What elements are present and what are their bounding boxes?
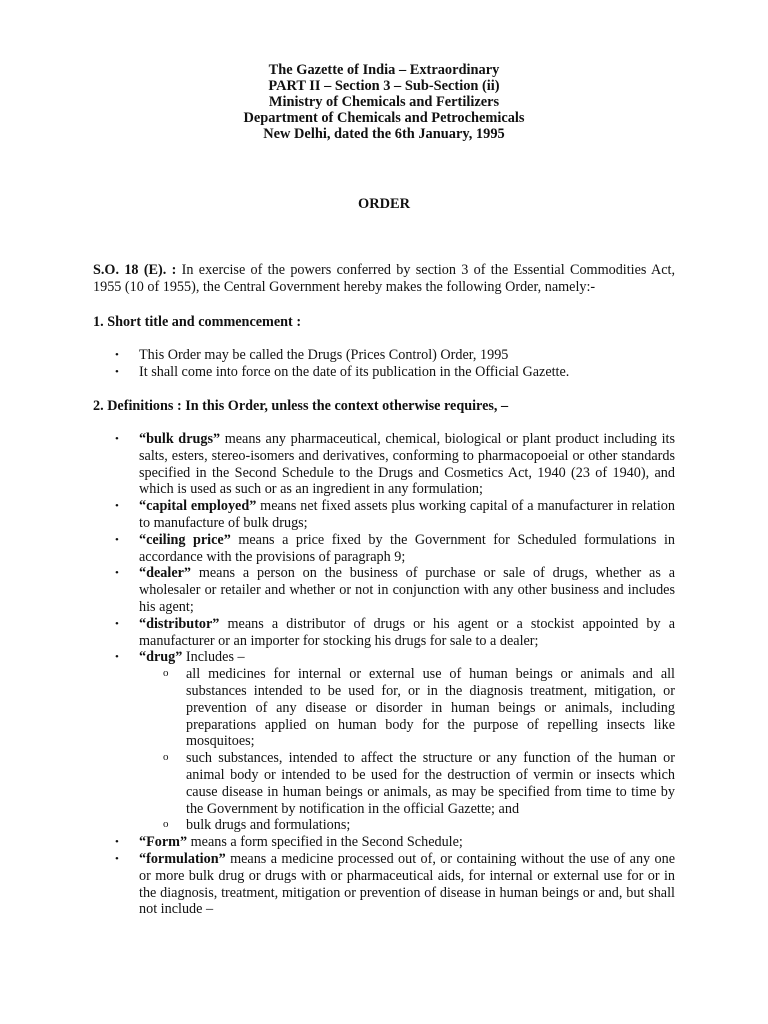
definition-text: Includes –	[182, 649, 245, 666]
sub-list-item	[93, 750, 675, 817]
header-line-department: Department of Chemicals and Petrochemicals	[243, 110, 525, 126]
drug-sublist	[93, 666, 675, 834]
section-2-heading: 2. Definitions : In this Order, unless the context otherwise requires, –	[93, 398, 509, 414]
definition-text: means a medicine processed out of, or containing without the use of any one or more bulk drug or drugs with or pharmaceutical aids, for internal or external use for or in the diagnosis, treatment, mitigation or prevention of disease in human beings or and, but shall not include –	[139, 850, 675, 918]
bullet-icon: •	[115, 500, 119, 513]
definition-item	[93, 649, 675, 666]
definition-item	[93, 565, 675, 615]
sub-list-item	[93, 817, 675, 834]
definition-term: “ceiling price”	[139, 531, 231, 548]
list-item-text: It shall come into force on the date of its publication in the Official Gazette.	[139, 363, 570, 380]
definition-item	[93, 834, 675, 851]
header-line-ministry: Ministry of Chemicals and Fertilizers	[268, 94, 500, 110]
list-item-text: This Order may be called the Drugs (Prices Control) Order, 1995	[139, 347, 509, 363]
sub-list-item-text: all medicines for internal or external use of human beings or animals and all substances intended to be used for, or in the diagnosis treatment, mitigation, or prevention of any disease or disorder in human beings or animals, including preparations applied on human body for the purpose of repelling insects like mosquitoes;	[186, 666, 675, 750]
section-1-list	[93, 347, 675, 381]
gazette-header	[0, 62, 768, 142]
definition-term: “formulation”	[139, 850, 226, 867]
bullet-icon: •	[115, 433, 119, 445]
definition-text: means a distributor of drugs or his agent or a stockist appointed by a manufacturer or an importer for stocking his drugs for sale to a dealer;	[139, 615, 675, 649]
circle-bullet-icon: o	[163, 818, 169, 831]
definition-item	[93, 616, 675, 650]
definition-term: “distributor”	[139, 615, 220, 632]
list-item	[93, 364, 675, 381]
definition-item	[93, 851, 675, 918]
header-line-date: New Delhi, dated the 6th January, 1995	[263, 126, 505, 142]
definition-term: “bulk drugs”	[139, 431, 221, 447]
circle-bullet-icon: o	[163, 751, 169, 764]
bullet-icon: •	[115, 651, 119, 664]
definition-item	[93, 532, 675, 566]
bullet-icon: •	[115, 836, 119, 849]
bullet-icon: •	[115, 852, 119, 865]
section-1-heading: 1. Short title and commencement :	[93, 314, 302, 330]
definitions-list	[93, 431, 675, 918]
definition-item	[93, 498, 675, 532]
definition-term: “capital employed”	[139, 498, 257, 515]
sub-list-item	[93, 666, 675, 750]
definition-text: means a price fixed by the Government for Scheduled formulations in accordance with the provisions of paragraph 9;	[139, 531, 675, 565]
definition-term: “drug”	[139, 649, 183, 666]
intro-paragraph	[93, 262, 675, 296]
header-line-gazette: The Gazette of India – Extraordinary	[268, 62, 500, 78]
bullet-icon: •	[115, 533, 119, 546]
definition-item	[93, 431, 675, 498]
list-item	[93, 347, 675, 364]
definition-text: means a person on the business of purchase or sale of drugs, whether as a wholesaler or retailer and whether or not in conjunction with any other business and includes his agent;	[139, 565, 675, 615]
bullet-icon: •	[115, 365, 119, 378]
bullet-icon: •	[115, 349, 119, 361]
intro-text: In exercise of the powers conferred by section 3 of the Essential Commodities Act, 1955 (10 of 1955), the Central Government hereby makes the following Order, namely:-	[93, 262, 675, 295]
circle-bullet-icon: o	[163, 667, 169, 680]
header-line-part: PART II – Section 3 – Sub-Section (ii)	[268, 78, 500, 94]
definition-term: “dealer”	[139, 565, 192, 582]
order-title: ORDER	[358, 196, 410, 212]
definition-text: means net fixed assets plus working capital of a manufacturer in relation to manufacture of bulk drugs;	[139, 498, 675, 531]
definition-text: means any pharmaceutical, chemical, biological or plant product including its salts, esters, stereo-isomers and derivatives, conforming to pharmacopoeial or other standards specified in the Second Schedule to the Drugs and Cosmetics Act, 1940 (23 of 1940), and which is used as such or as an ingredient in any formulation;	[139, 431, 675, 498]
intro-reference: S.O. 18 (E). :	[93, 262, 177, 278]
sub-list-item-text: such substances, intended to affect the structure or any function of the human or animal body or intended to be used for the destruction of vermin or insects which cause disease in human beings or animals, as may be specified from time to time by the Government by notification in the official Gazette; and	[186, 750, 675, 817]
bullet-icon: •	[115, 617, 119, 630]
definition-text: means a form specified in the Second Schedule;	[187, 834, 463, 851]
bullet-icon: •	[115, 567, 119, 580]
definition-term: “Form”	[139, 834, 188, 851]
sub-list-item-text: bulk drugs and formulations;	[186, 817, 351, 834]
